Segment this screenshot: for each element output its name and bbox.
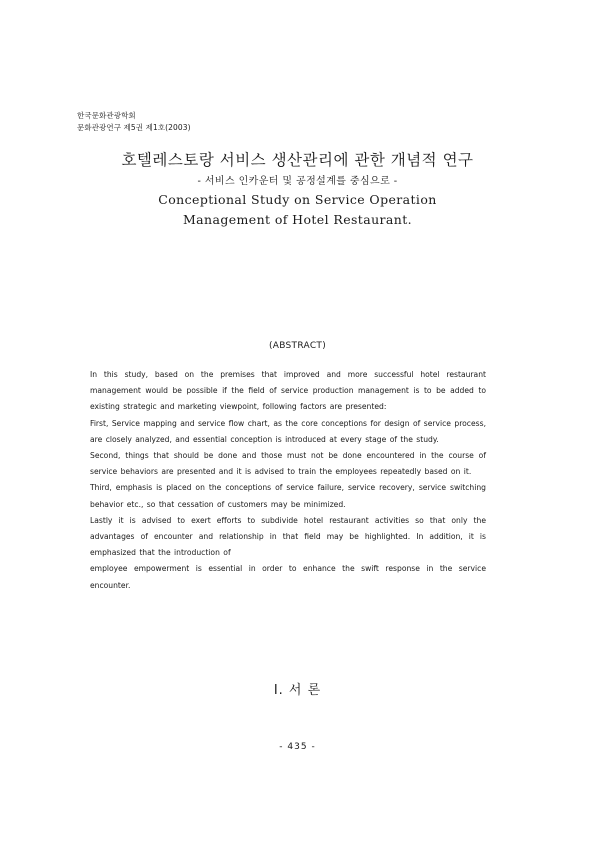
page-number: - 435 - — [279, 742, 316, 752]
society-name: 한국문화관광학회 — [77, 111, 136, 120]
title-english-line-2: Management of Hotel Restaurant. — [182, 212, 413, 227]
abstract-paragraph-4: Third, emphasis is placed on the conceptions of service failure, service recovery, service switching behavior etc., so that cessation of customers may be minimized. — [90, 483, 486, 509]
abstract-body — [90, 367, 486, 594]
paper-title-english — [0, 190, 595, 230]
title-english-line-1: Conceptional Study on Service Operation — [158, 192, 437, 207]
paper-subtitle-korean: - 서비스 인카운터 및 공정설계를 중심으로 - — [197, 176, 398, 187]
journal-citation: 문화관광연구 제5권 제1호(2003) — [77, 123, 191, 132]
journal-header — [77, 110, 191, 134]
abstract-paragraph-6: employee empowerment is essential in order to enhance the swift response in the service encounter. — [90, 564, 486, 590]
abstract-paragraph-5: Lastly it is advised to exert efforts to subdivide hotel restaurant activities so that only the advantages of encounter and relationship in that field may be highlighted. In addition, it is emphasized that the introduction of — [90, 515, 486, 558]
abstract-paragraph-1: In this study, based on the premises that improved and more successful hotel restaurant management would be possible if the field of service production management is to be added to existing strategic and marketing viewpoint, following factors are presented: — [90, 370, 486, 412]
abstract-heading: (ABSTRACT) — [268, 341, 327, 351]
paper-title-korean: 호텔레스토랑 서비스 생산관리에 관한 개념적 연구 — [121, 151, 474, 169]
section-heading-introduction: Ⅰ. 서 론 — [273, 683, 322, 698]
abstract-paragraph-2: First, Service mapping and service flow chart, as the core conceptions for design of service process, are closely analyzed, and essential conception is introduced at every stage of the study. — [90, 418, 486, 444]
abstract-paragraph-3: Second, things that should be done and those must not be done encountered in the course of service behaviors are presented and it is advised to train the employees repeatedly based on it. — [90, 451, 486, 477]
